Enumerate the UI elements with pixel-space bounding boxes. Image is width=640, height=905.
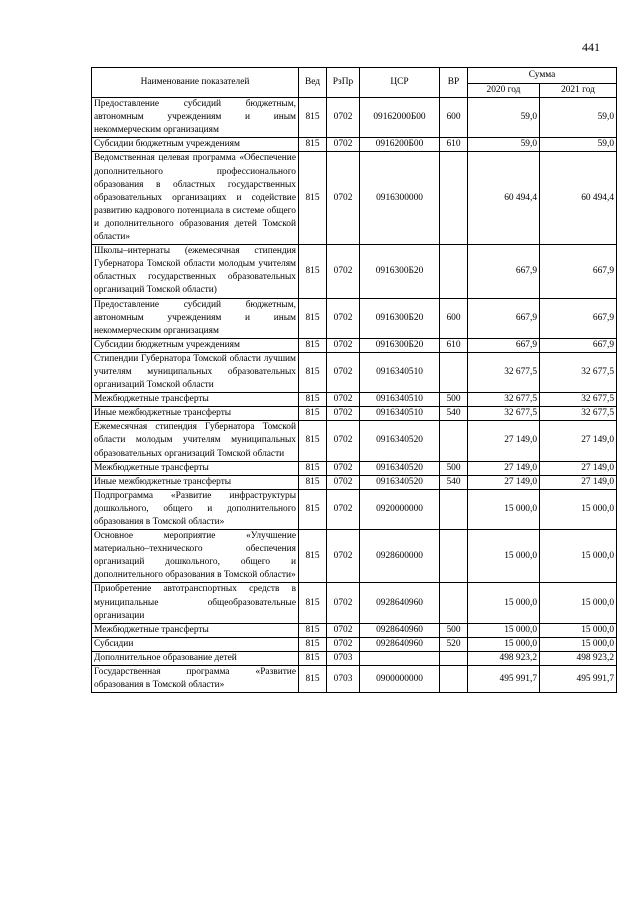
cell-rzpr: 0702 bbox=[327, 138, 360, 152]
cell-vr: 540 bbox=[440, 407, 468, 421]
cell-vr: 520 bbox=[440, 637, 468, 651]
table-row bbox=[92, 666, 617, 693]
cell-sum-2020: 15 000,0 bbox=[468, 583, 540, 623]
cell-name: Стипендии Губернатора Томской области лучшим учителям муниципальных образовательных организаций Томской области bbox=[92, 352, 299, 392]
cell-name: Предоставление субсидий бюджетным, автономным учреждениям и иным некоммерческим организациям bbox=[92, 98, 299, 138]
cell-vr: 500 bbox=[440, 623, 468, 637]
cell-csr: 0916340520 bbox=[360, 475, 440, 489]
cell-csr: 09162000Б00 bbox=[360, 98, 440, 138]
table-row bbox=[92, 461, 617, 475]
cell-rzpr: 0703 bbox=[327, 666, 360, 693]
cell-vr: 610 bbox=[440, 338, 468, 352]
cell-vr bbox=[440, 245, 468, 298]
cell-name: Межбюджетные трансферты bbox=[92, 623, 299, 637]
table-body bbox=[92, 98, 617, 693]
header-csr: ЦСР bbox=[360, 68, 440, 98]
cell-vr: 500 bbox=[440, 461, 468, 475]
cell-ved: 815 bbox=[299, 475, 327, 489]
cell-name: Школы–интернаты (ежемесячная стипендия Губернатора Томской области молодым учителям областных государственных образовательных организаций Томской области) bbox=[92, 245, 299, 298]
cell-vr bbox=[440, 152, 468, 245]
cell-sum-2020: 32 677,5 bbox=[468, 407, 540, 421]
cell-name: Ведомственная целевая программа «Обеспечение дополнительного профессионального образования в областных государственных образовательных организациях и содействие развитию кадрового потенциала в системе общего и дополнительного образования детей Томской области» bbox=[92, 152, 299, 245]
cell-sum-2020: 498 923,2 bbox=[468, 651, 540, 665]
cell-name: Субсидии бюджетным учреждениям bbox=[92, 138, 299, 152]
cell-sum-2020: 60 494,4 bbox=[468, 152, 540, 245]
cell-sum-2021: 667,9 bbox=[540, 298, 617, 338]
cell-sum-2020: 59,0 bbox=[468, 138, 540, 152]
cell-sum-2021: 32 677,5 bbox=[540, 393, 617, 407]
table-row bbox=[92, 421, 617, 461]
cell-rzpr: 0702 bbox=[327, 421, 360, 461]
page-number: 441 bbox=[582, 40, 600, 54]
cell-rzpr: 0702 bbox=[327, 475, 360, 489]
table-row bbox=[92, 489, 617, 529]
cell-sum-2021: 32 677,5 bbox=[540, 407, 617, 421]
cell-vr bbox=[440, 666, 468, 693]
cell-sum-2020: 15 000,0 bbox=[468, 623, 540, 637]
cell-vr bbox=[440, 489, 468, 529]
cell-csr: 0920000000 bbox=[360, 489, 440, 529]
cell-rzpr: 0703 bbox=[327, 651, 360, 665]
cell-ved: 815 bbox=[299, 338, 327, 352]
cell-ved: 815 bbox=[299, 152, 327, 245]
cell-rzpr: 0702 bbox=[327, 298, 360, 338]
cell-rzpr: 0702 bbox=[327, 530, 360, 583]
cell-sum-2020: 495 991,7 bbox=[468, 666, 540, 693]
cell-sum-2021: 27 149,0 bbox=[540, 421, 617, 461]
cell-csr: 0916340510 bbox=[360, 393, 440, 407]
cell-csr: 0916300000 bbox=[360, 152, 440, 245]
cell-vr: 600 bbox=[440, 98, 468, 138]
header-sum: Сумма bbox=[468, 68, 617, 84]
cell-vr bbox=[440, 583, 468, 623]
cell-sum-2021: 59,0 bbox=[540, 98, 617, 138]
cell-sum-2021: 15 000,0 bbox=[540, 530, 617, 583]
cell-sum-2021: 27 149,0 bbox=[540, 461, 617, 475]
cell-ved: 815 bbox=[299, 489, 327, 529]
cell-ved: 815 bbox=[299, 352, 327, 392]
cell-sum-2020: 32 677,5 bbox=[468, 393, 540, 407]
cell-name: Дополнительное образование детей bbox=[92, 651, 299, 665]
cell-ved: 815 bbox=[299, 421, 327, 461]
cell-rzpr: 0702 bbox=[327, 583, 360, 623]
cell-sum-2021: 15 000,0 bbox=[540, 623, 617, 637]
cell-vr: 500 bbox=[440, 393, 468, 407]
table-row bbox=[92, 152, 617, 245]
cell-vr bbox=[440, 530, 468, 583]
cell-sum-2021: 495 991,7 bbox=[540, 666, 617, 693]
cell-csr: 0916340520 bbox=[360, 421, 440, 461]
cell-sum-2021: 15 000,0 bbox=[540, 489, 617, 529]
table-row bbox=[92, 623, 617, 637]
cell-csr bbox=[360, 651, 440, 665]
cell-name: Субсидии бюджетным учреждениям bbox=[92, 338, 299, 352]
budget-table bbox=[91, 67, 617, 693]
cell-csr: 0928640960 bbox=[360, 623, 440, 637]
cell-sum-2021: 498 923,2 bbox=[540, 651, 617, 665]
cell-csr: 0916340510 bbox=[360, 407, 440, 421]
cell-ved: 815 bbox=[299, 651, 327, 665]
table-row bbox=[92, 138, 617, 152]
cell-name: Ежемесячная стипендия Губернатора Томской области молодым учителям муниципальных образовательных организаций Томской области bbox=[92, 421, 299, 461]
header-year-2021: 2021 год bbox=[540, 84, 617, 98]
table-row bbox=[92, 338, 617, 352]
table-row bbox=[92, 98, 617, 138]
cell-vr bbox=[440, 352, 468, 392]
cell-ved: 815 bbox=[299, 583, 327, 623]
cell-ved: 815 bbox=[299, 530, 327, 583]
table-row bbox=[92, 407, 617, 421]
cell-sum-2020: 667,9 bbox=[468, 298, 540, 338]
cell-csr: 0916340510 bbox=[360, 352, 440, 392]
cell-sum-2020: 27 149,0 bbox=[468, 421, 540, 461]
cell-rzpr: 0702 bbox=[327, 352, 360, 392]
cell-vr: 540 bbox=[440, 475, 468, 489]
table-row bbox=[92, 651, 617, 665]
cell-ved: 815 bbox=[299, 138, 327, 152]
cell-csr: 0928600000 bbox=[360, 530, 440, 583]
cell-csr: 0928640960 bbox=[360, 637, 440, 651]
cell-rzpr: 0702 bbox=[327, 623, 360, 637]
cell-name: Приобретение автотранспортных средств в муниципальные общеобразовательные организации bbox=[92, 583, 299, 623]
cell-ved: 815 bbox=[299, 407, 327, 421]
cell-rzpr: 0702 bbox=[327, 407, 360, 421]
cell-csr: 0900000000 bbox=[360, 666, 440, 693]
cell-name: Межбюджетные трансферты bbox=[92, 393, 299, 407]
cell-vr: 600 bbox=[440, 298, 468, 338]
cell-ved: 815 bbox=[299, 245, 327, 298]
cell-sum-2021: 60 494,4 bbox=[540, 152, 617, 245]
cell-rzpr: 0702 bbox=[327, 489, 360, 529]
header-rzpr: РзПр bbox=[327, 68, 360, 98]
table-row bbox=[92, 352, 617, 392]
cell-ved: 815 bbox=[299, 98, 327, 138]
cell-sum-2021: 15 000,0 bbox=[540, 637, 617, 651]
cell-vr bbox=[440, 651, 468, 665]
table-row bbox=[92, 298, 617, 338]
cell-name: Иные межбюджетные трансферты bbox=[92, 407, 299, 421]
cell-name: Государственная программа «Развитие образования в Томской области» bbox=[92, 666, 299, 693]
cell-ved: 815 bbox=[299, 637, 327, 651]
cell-vr bbox=[440, 421, 468, 461]
cell-csr: 0928640960 bbox=[360, 583, 440, 623]
cell-sum-2020: 15 000,0 bbox=[468, 530, 540, 583]
cell-csr: 0916200Б00 bbox=[360, 138, 440, 152]
header-ved: Вед bbox=[299, 68, 327, 98]
cell-name: Подпрограмма «Развитие инфраструктуры дошкольного, общего и дополнительного образования в Томской области» bbox=[92, 489, 299, 529]
cell-rzpr: 0702 bbox=[327, 98, 360, 138]
cell-name: Межбюджетные трансферты bbox=[92, 461, 299, 475]
cell-csr: 0916300Б20 bbox=[360, 338, 440, 352]
cell-sum-2020: 667,9 bbox=[468, 245, 540, 298]
cell-sum-2021: 667,9 bbox=[540, 245, 617, 298]
cell-rzpr: 0702 bbox=[327, 152, 360, 245]
cell-sum-2021: 32 677,5 bbox=[540, 352, 617, 392]
cell-name: Иные межбюджетные трансферты bbox=[92, 475, 299, 489]
cell-ved: 815 bbox=[299, 393, 327, 407]
cell-sum-2021: 27 149,0 bbox=[540, 475, 617, 489]
cell-sum-2020: 15 000,0 bbox=[468, 489, 540, 529]
header-year-2020: 2020 год bbox=[468, 84, 540, 98]
cell-name: Предоставление субсидий бюджетным, автономным учреждениям и иным некоммерческим организациям bbox=[92, 298, 299, 338]
cell-name: Основное мероприятие «Улучшение материально–технического обеспечения организаций дошкольного, общего и дополнительного образования в Томской области» bbox=[92, 530, 299, 583]
cell-sum-2021: 15 000,0 bbox=[540, 583, 617, 623]
cell-csr: 0916300Б20 bbox=[360, 298, 440, 338]
cell-rzpr: 0702 bbox=[327, 245, 360, 298]
table-row bbox=[92, 393, 617, 407]
cell-sum-2020: 32 677,5 bbox=[468, 352, 540, 392]
cell-sum-2020: 15 000,0 bbox=[468, 637, 540, 651]
table-row bbox=[92, 245, 617, 298]
cell-csr: 0916300Б20 bbox=[360, 245, 440, 298]
cell-ved: 815 bbox=[299, 461, 327, 475]
header-name: Наименование показателей bbox=[92, 68, 299, 98]
header-vr: ВР bbox=[440, 68, 468, 98]
cell-rzpr: 0702 bbox=[327, 461, 360, 475]
cell-rzpr: 0702 bbox=[327, 338, 360, 352]
cell-rzpr: 0702 bbox=[327, 393, 360, 407]
cell-sum-2020: 59,0 bbox=[468, 98, 540, 138]
table-row bbox=[92, 583, 617, 623]
table-row bbox=[92, 637, 617, 651]
cell-sum-2020: 27 149,0 bbox=[468, 461, 540, 475]
cell-vr: 610 bbox=[440, 138, 468, 152]
cell-ved: 815 bbox=[299, 623, 327, 637]
cell-sum-2021: 667,9 bbox=[540, 338, 617, 352]
cell-sum-2020: 27 149,0 bbox=[468, 475, 540, 489]
table-row bbox=[92, 530, 617, 583]
cell-name: Субсидии bbox=[92, 637, 299, 651]
cell-ved: 815 bbox=[299, 298, 327, 338]
cell-sum-2020: 667,9 bbox=[468, 338, 540, 352]
cell-csr: 0916340520 bbox=[360, 461, 440, 475]
cell-rzpr: 0702 bbox=[327, 637, 360, 651]
cell-sum-2021: 59,0 bbox=[540, 138, 617, 152]
table-row bbox=[92, 475, 617, 489]
cell-ved: 815 bbox=[299, 666, 327, 693]
